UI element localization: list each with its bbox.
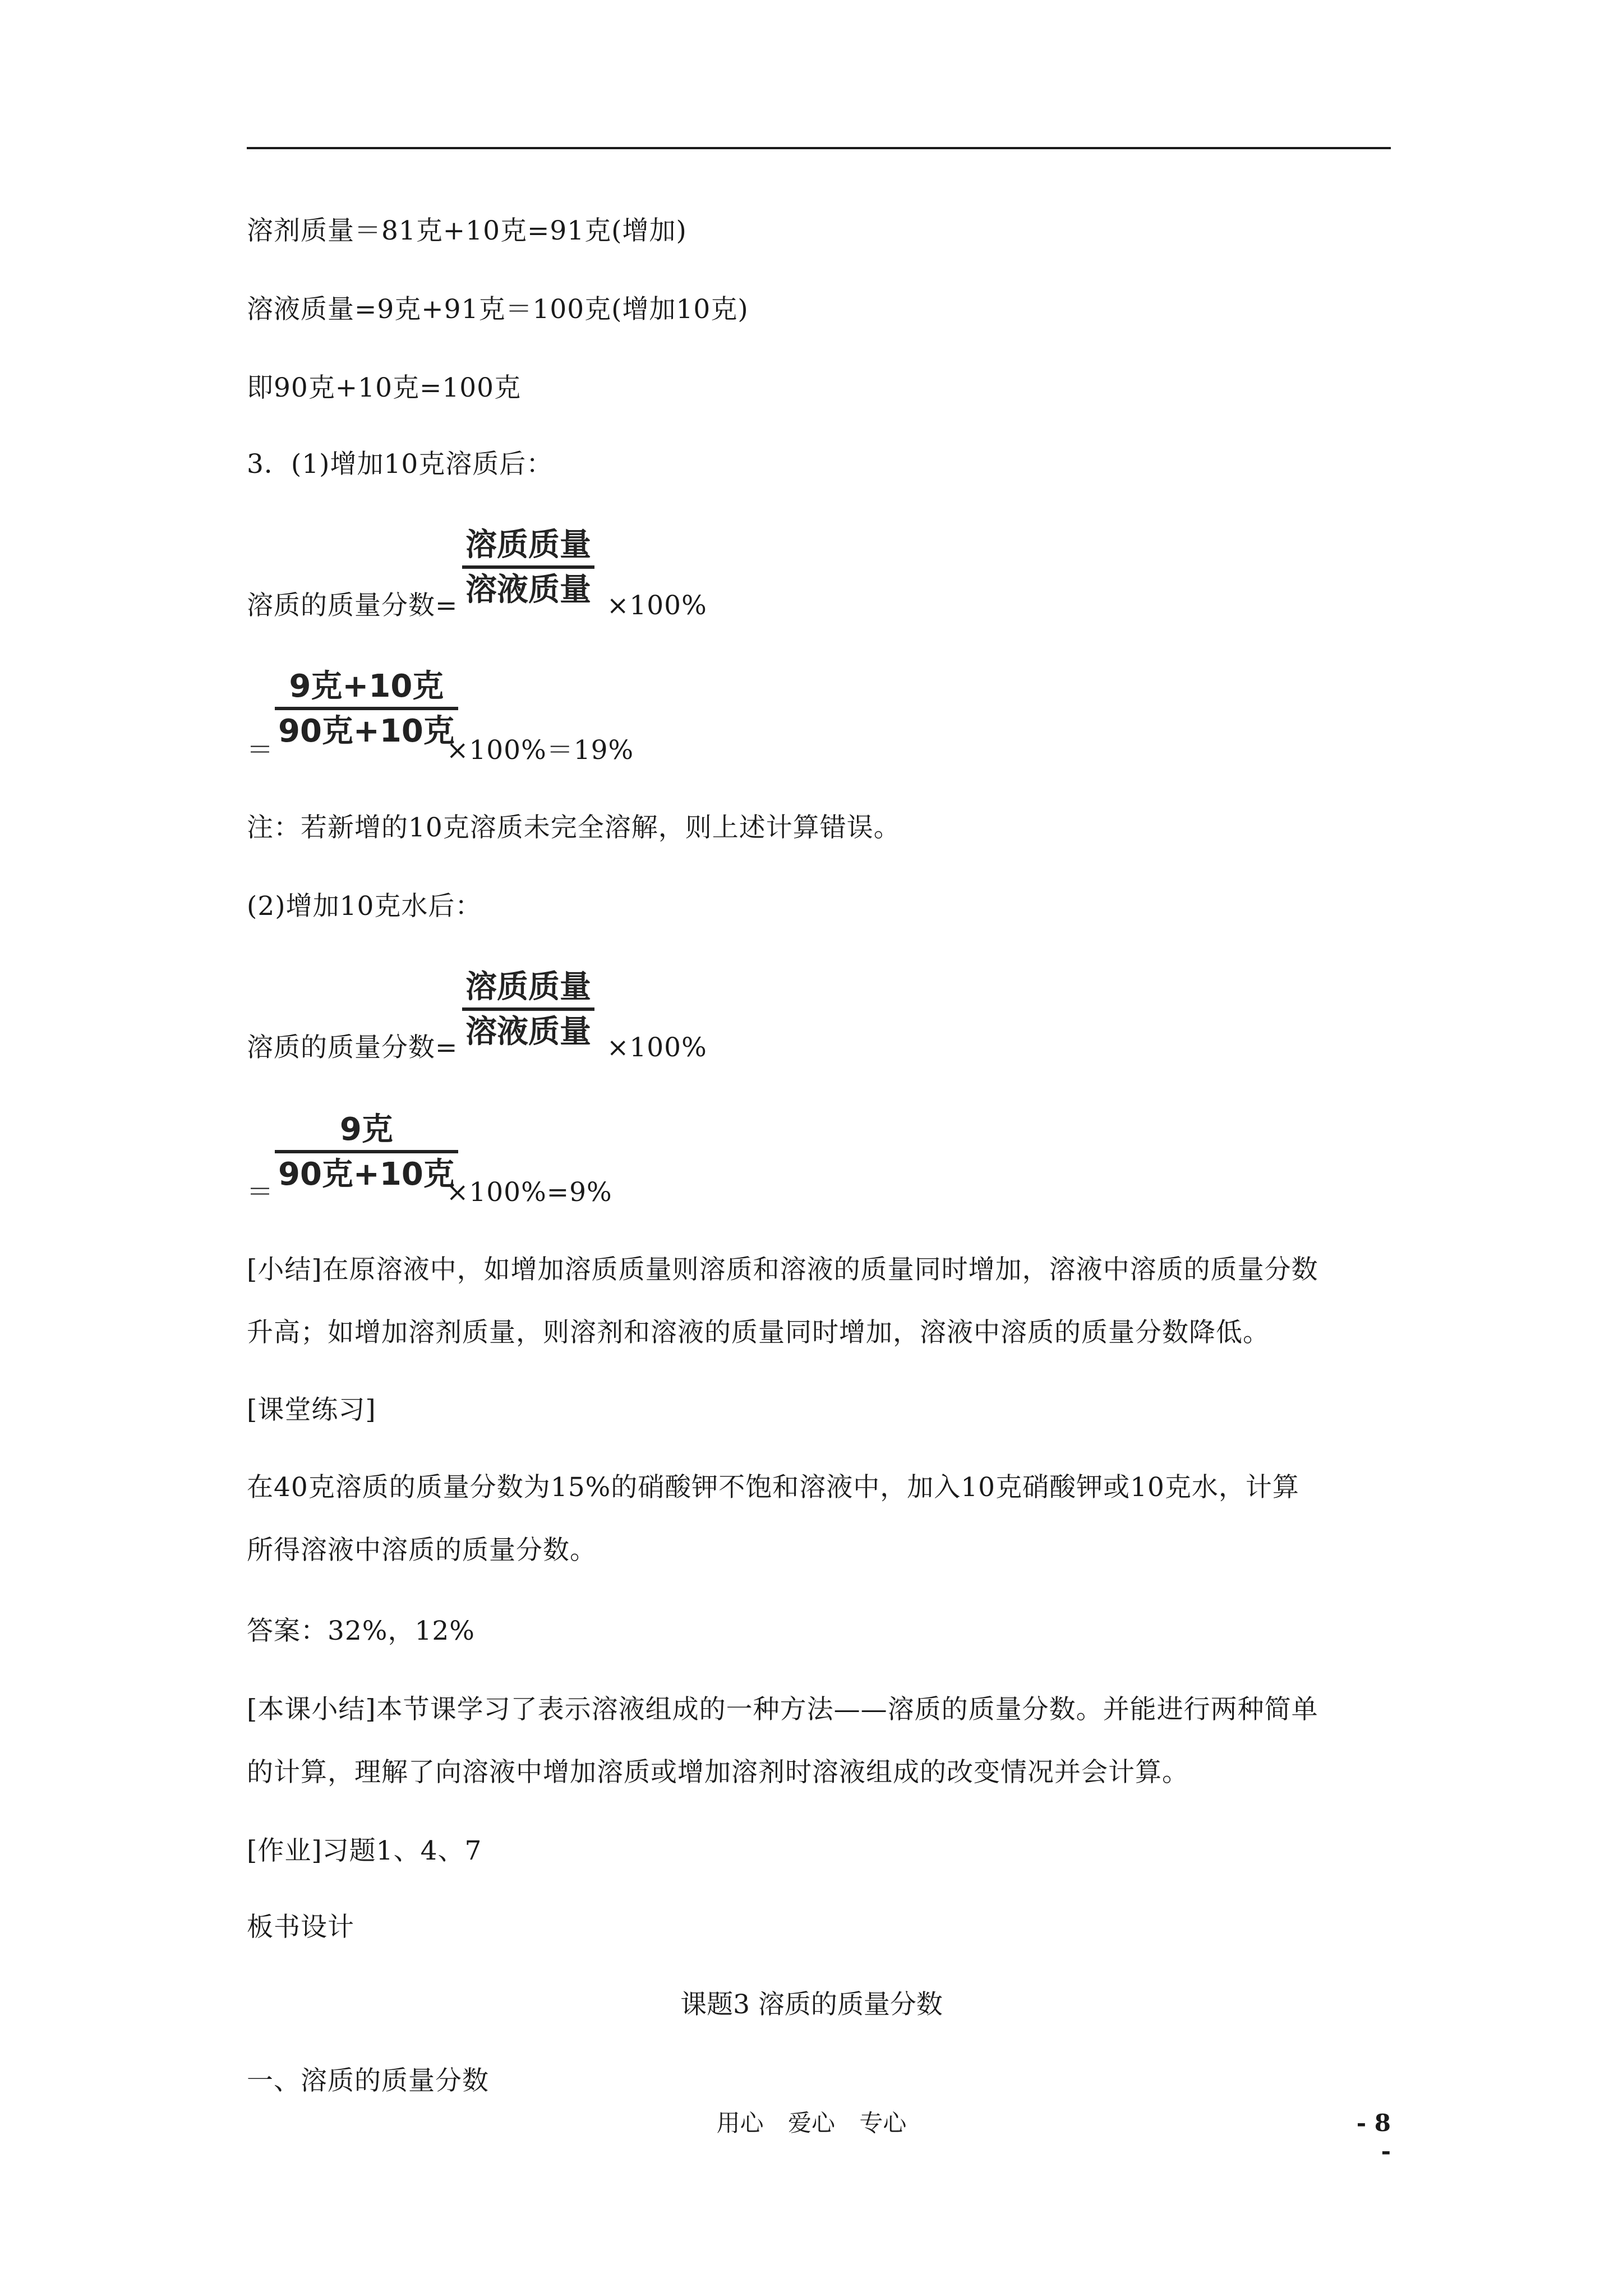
formula2-fraction	[275, 668, 458, 751]
formula3-fraction	[462, 968, 594, 1051]
fraction-bar	[275, 707, 458, 710]
formula3-numerator: 溶质质量	[465, 969, 591, 1005]
formula4-fraction	[275, 1111, 458, 1194]
section-title: 课题3 溶质的质量分数	[680, 1989, 943, 2020]
page-number: - 8 -	[1356, 2109, 1391, 2165]
formula1-suffix: ×100%	[607, 590, 707, 621]
formula3-denominator: 溶液质量	[465, 1014, 591, 1050]
formula2-numerator: 9克+10克	[289, 668, 444, 705]
line-sum: 即90克+10克=100克	[247, 372, 522, 403]
line-homework: [作业]习题1、4、7	[247, 1835, 482, 1866]
formula4-denominator: 90克+10克	[278, 1156, 455, 1193]
formula3-suffix: ×100%	[607, 1032, 707, 1063]
fraction-bar	[462, 1007, 594, 1011]
formula4-suffix: ×100%=9%	[446, 1177, 612, 1208]
formula2-prefix: ＝	[247, 735, 274, 766]
line-lesson-summary-2: 的计算，理解了向溶液中增加溶质或增加溶剂时溶液组成的改变情况并会计算。	[247, 1757, 1189, 1788]
formula1-prefix: 溶质的质量分数=	[247, 590, 458, 621]
line-practice-2: 所得溶液中溶质的质量分数。	[247, 1535, 597, 1566]
formula1-denominator: 溶液质量	[465, 572, 591, 608]
fraction-bar	[275, 1150, 458, 1153]
header-rule	[247, 147, 1391, 149]
formula4-prefix: ＝	[247, 1177, 274, 1208]
line-board-design: 板书设计	[247, 1912, 354, 1943]
line-summary-1: [小结]在原溶液中，如增加溶质质量则溶质和溶液的质量同时增加，溶液中溶质的质量分数	[247, 1254, 1318, 1285]
formula3-prefix: 溶质的质量分数=	[247, 1032, 458, 1063]
line-q3-part2: (2)增加10克水后：	[247, 891, 482, 922]
footer-motto: 用心 爱心 专心	[716, 2109, 907, 2137]
formula2-suffix: ×100%＝19%	[446, 735, 634, 766]
formula4-numerator: 9克	[339, 1111, 393, 1148]
line-note: 注：若新增的10克溶质未完全溶解，则上述计算错误。	[247, 812, 901, 843]
line-q3-part1: 3．(1)增加10克溶质后：	[247, 449, 554, 480]
line-summary-2: 升高；如增加溶剂质量，则溶剂和溶液的质量同时增加，溶液中溶质的质量分数降低。	[247, 1317, 1270, 1348]
line-answer: 答案：32%，12%	[247, 1616, 475, 1646]
line-section-one: 一、溶质的质量分数	[247, 2065, 489, 2096]
line-practice-heading: [课堂练习]	[247, 1395, 376, 1425]
fraction-bar	[462, 565, 594, 569]
line-practice-1: 在40克溶质的质量分数为15%的硝酸钾不饱和溶液中，加入10克硝酸钾或10克水，计算	[247, 1472, 1299, 1503]
line-solvent-mass: 溶剂质量＝81克+10克=91克(增加)	[247, 215, 687, 246]
formula1-fraction	[462, 526, 594, 609]
line-lesson-summary-1: [本课小结]本节课学习了表示溶液组成的一种方法——溶质的质量分数。并能进行两种简单	[247, 1694, 1318, 1725]
formula2-denominator: 90克+10克	[278, 713, 455, 749]
line-solution-mass: 溶液质量=9克+91克＝100克(增加10克)	[247, 294, 749, 325]
formula1-numerator: 溶质质量	[465, 527, 591, 563]
